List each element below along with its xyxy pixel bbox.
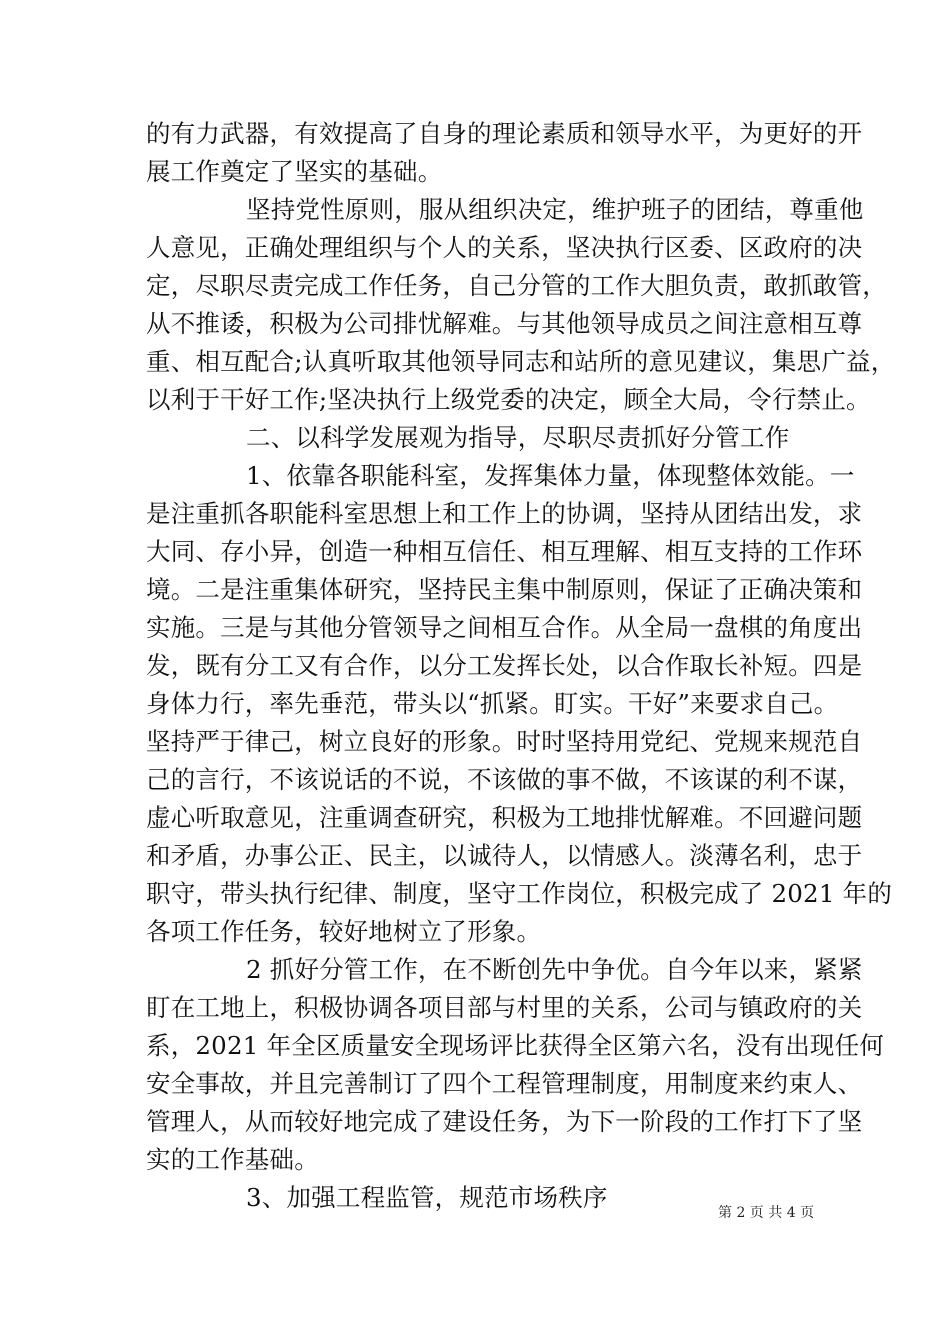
text-line: 管理人，从而较好地完成了建设任务，为下一阶段的工作打下了坚: [146, 1107, 863, 1136]
text-line: 大同、存小异，创造一种相互信任、相互理解、相互支持的工作环: [146, 537, 863, 566]
text-line: 从不推诿，积极为公司排忧解难。与其他领导成员之间注意相互尊: [146, 309, 863, 338]
text-line: 的有力武器，有效提高了自身的理论素质和领导水平，为更好的开: [146, 119, 863, 148]
text-line: 各项工作任务，较好地树立了形象。: [146, 917, 542, 946]
text-line: 实的工作基础。: [146, 1145, 319, 1174]
text-line: 虚心听取意见，注重调查研究，积极为工地排忧解难。不回避问题: [146, 803, 863, 832]
text-line: 身体力行，率先垂范，带头以“抓紧。盯实。干好”来要求自己。: [146, 689, 839, 718]
text-line: 实施。三是与其他分管领导之间相互合作。从全局一盘棋的角度出: [146, 613, 863, 642]
paragraph-first-line: 2 抓好分管工作，在不断创先中争优。自今年以来，紧紧: [246, 955, 863, 984]
page-number-footer: 第 2 页 共 4 页: [718, 1205, 815, 1221]
text-line: 坚持严于律己，树立良好的形象。时时坚持用党纪、党规来规范自: [146, 727, 863, 756]
text-line: 和矛盾，办事公正、民主，以诚待人，以情感人。淡薄名利，忠于: [146, 841, 863, 870]
text-line: 己的言行，不该说话的不说，不该做的事不做，不该谋的利不谋，: [146, 765, 863, 794]
text-line: 以利于干好工作;坚决执行上级党委的决定，顾全大局，令行禁止。: [146, 385, 871, 414]
text-line: 定，尽职尽责完成工作任务，自己分管的工作大胆负责，敢抓敢管，: [146, 271, 887, 300]
text-line: 境。二是注重集体研究，坚持民主集中制原则，保证了正确决策和: [146, 575, 863, 604]
text-line: 重、相互配合;认真听取其他领导同志和站所的意见建议，集思广益，: [146, 347, 896, 376]
paragraph-first-line: 1、依靠各职能科室，发挥集体力量，体现整体效能。一: [246, 461, 855, 490]
text-line: 展工作奠定了坚实的基础。: [146, 157, 443, 186]
paragraph-first-line: 坚持党性原则，服从组织决定，维护班子的团结，尊重他: [246, 195, 864, 224]
text-line: 职守，带头执行纪律、制度，坚守工作岗位，积极完成了 2021 年的: [146, 879, 893, 908]
text-line: 盯在工地上，积极协调各项目部与村里的关系，公司与镇政府的关: [146, 993, 863, 1022]
text-line: 是注重抓各职能科室思想上和工作上的协调，坚持从团结出发，求: [146, 499, 863, 528]
text-line: 发，既有分工又有合作，以分工发挥长处，以合作取长补短。四是: [146, 651, 863, 680]
section-heading: 3、加强工程监管，规范市场秩序: [246, 1183, 608, 1212]
text-line: 安全事故，并且完善制订了四个工程管理制度，用制度来约束人、: [146, 1069, 863, 1098]
text-line: 系，2021 年全区质量安全现场评比获得全区第六名，没有出现任何: [146, 1031, 885, 1060]
section-heading: 二、以科学发展观为指导，尽职尽责抓好分管工作: [246, 423, 790, 452]
text-line: 人意见，正确处理组织与个人的关系，坚决执行区委、区政府的决: [146, 233, 863, 262]
